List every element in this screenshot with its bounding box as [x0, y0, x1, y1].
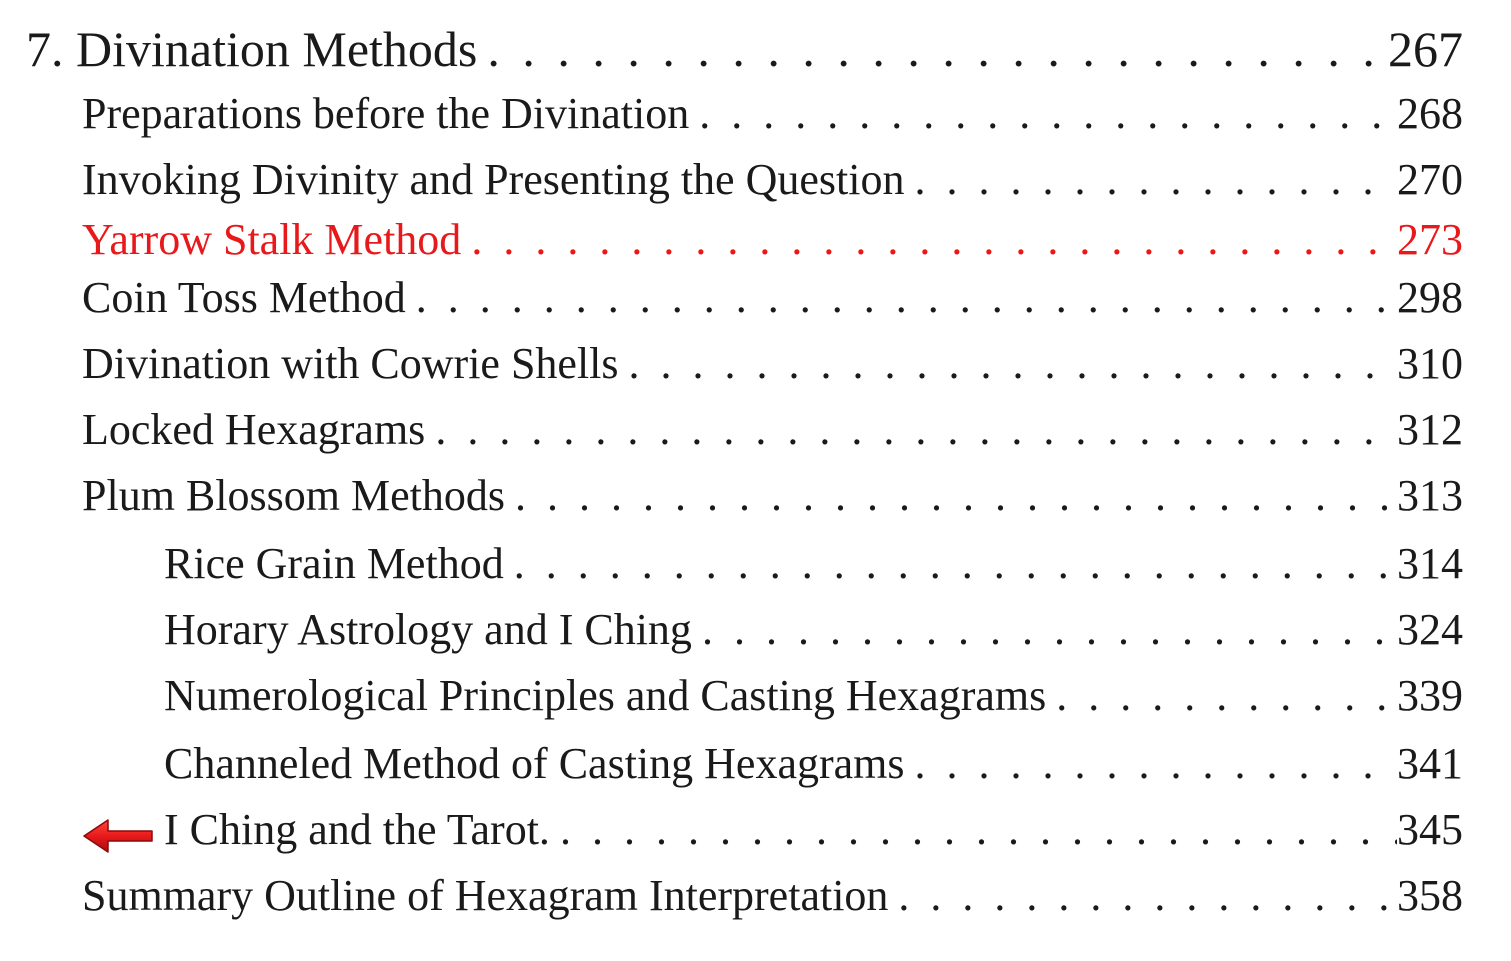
- dot-leader: [619, 338, 1397, 389]
- toc-subentry: [0, 604, 1511, 668]
- dot-leader: [904, 154, 1397, 205]
- toc-entry-title: Numerological Principles and Casting Hexagrams: [164, 671, 1047, 720]
- toc-entry: [0, 338, 1511, 402]
- toc-entry-page-number: 273: [1397, 215, 1463, 264]
- toc-entry-title: Divination with Cowrie Shells: [82, 339, 619, 388]
- toc-chapter-line: [26, 20, 1463, 84]
- toc-entry-line: [82, 214, 1463, 278]
- toc-entry-title: Preparations before the Divination: [82, 89, 690, 138]
- toc-entry-line: [164, 738, 1463, 802]
- toc-entry-page-number: 339: [1397, 671, 1463, 720]
- dot-leader: [504, 538, 1397, 589]
- toc-entry: [0, 470, 1511, 534]
- dot-leader: [692, 604, 1397, 655]
- toc-entry-page-number: 270: [1397, 155, 1463, 204]
- toc-entry-line: [164, 670, 1463, 734]
- dot-leader: [406, 272, 1397, 323]
- toc-entry-line: [82, 338, 1463, 402]
- chapter-page-number: 267: [1388, 21, 1463, 77]
- chapter-title: 7. Divination Methods: [26, 21, 478, 77]
- toc-entry-title: Channeled Method of Casting Hexagrams: [164, 739, 905, 788]
- toc-entry-title: Coin Toss Method: [82, 273, 406, 322]
- toc-entry-line: [82, 272, 1463, 336]
- toc-entry-page-number: 268: [1397, 89, 1463, 138]
- toc-entry-line: [164, 804, 1463, 868]
- toc-entry-title: Invoking Divinity and Presenting the Question: [82, 155, 905, 204]
- toc-entry-line: [82, 88, 1463, 152]
- dot-leader: [461, 214, 1397, 265]
- toc-subentry: [0, 738, 1511, 802]
- dot-leader: [905, 738, 1397, 789]
- dot-leader: [550, 804, 1397, 855]
- toc-entry-title: Yarrow Stalk Method: [82, 215, 462, 264]
- toc-entry: [0, 272, 1511, 336]
- toc-entry: [0, 404, 1511, 468]
- toc-entry-line: [164, 604, 1463, 668]
- toc-entry-title: Rice Grain Method: [164, 539, 504, 588]
- toc-entry-line: [82, 154, 1463, 218]
- toc-entry-page-number: 358: [1397, 871, 1463, 920]
- toc-entry-highlighted: [0, 214, 1511, 278]
- dot-leader: [425, 404, 1397, 455]
- toc-chapter-row: [0, 20, 1511, 84]
- toc-entry-title: Locked Hexagrams: [82, 405, 426, 454]
- toc-entry-title: Plum Blossom Methods: [82, 471, 505, 520]
- toc-entry: [0, 154, 1511, 218]
- toc-entry-page-number: 313: [1397, 471, 1463, 520]
- toc-entry-page-number: 314: [1397, 539, 1463, 588]
- toc-entry-title: Horary Astrology and I Ching: [164, 605, 692, 654]
- dot-leader: [505, 470, 1397, 521]
- toc-entry-page-number: 324: [1397, 605, 1463, 654]
- toc-entry-page-number: 298: [1397, 273, 1463, 322]
- red-left-arrow-icon: [82, 816, 154, 856]
- toc-entry-line: [82, 470, 1463, 534]
- toc-entry: [0, 870, 1511, 934]
- toc-subentry: [0, 538, 1511, 602]
- toc-entry-page-number: 341: [1397, 739, 1463, 788]
- toc-entry-line: [164, 538, 1463, 602]
- toc-entry-title: I Ching and the Tarot.: [164, 805, 550, 854]
- toc-entry-title: Summary Outline of Hexagram Interpretation: [82, 871, 889, 920]
- dot-leader: [477, 20, 1388, 78]
- toc-entry-page-number: 345: [1397, 805, 1463, 854]
- toc-entry-page-number: 310: [1397, 339, 1463, 388]
- dot-leader: [888, 870, 1397, 921]
- toc-subentry-marked: [0, 804, 1511, 868]
- toc-entry-line: [82, 870, 1463, 934]
- toc-entry: [0, 88, 1511, 152]
- toc-subentry: [0, 670, 1511, 734]
- toc-entry-page-number: 312: [1397, 405, 1463, 454]
- dot-leader: [689, 88, 1397, 139]
- dot-leader: [1046, 670, 1397, 721]
- toc-entry-line: [82, 404, 1463, 468]
